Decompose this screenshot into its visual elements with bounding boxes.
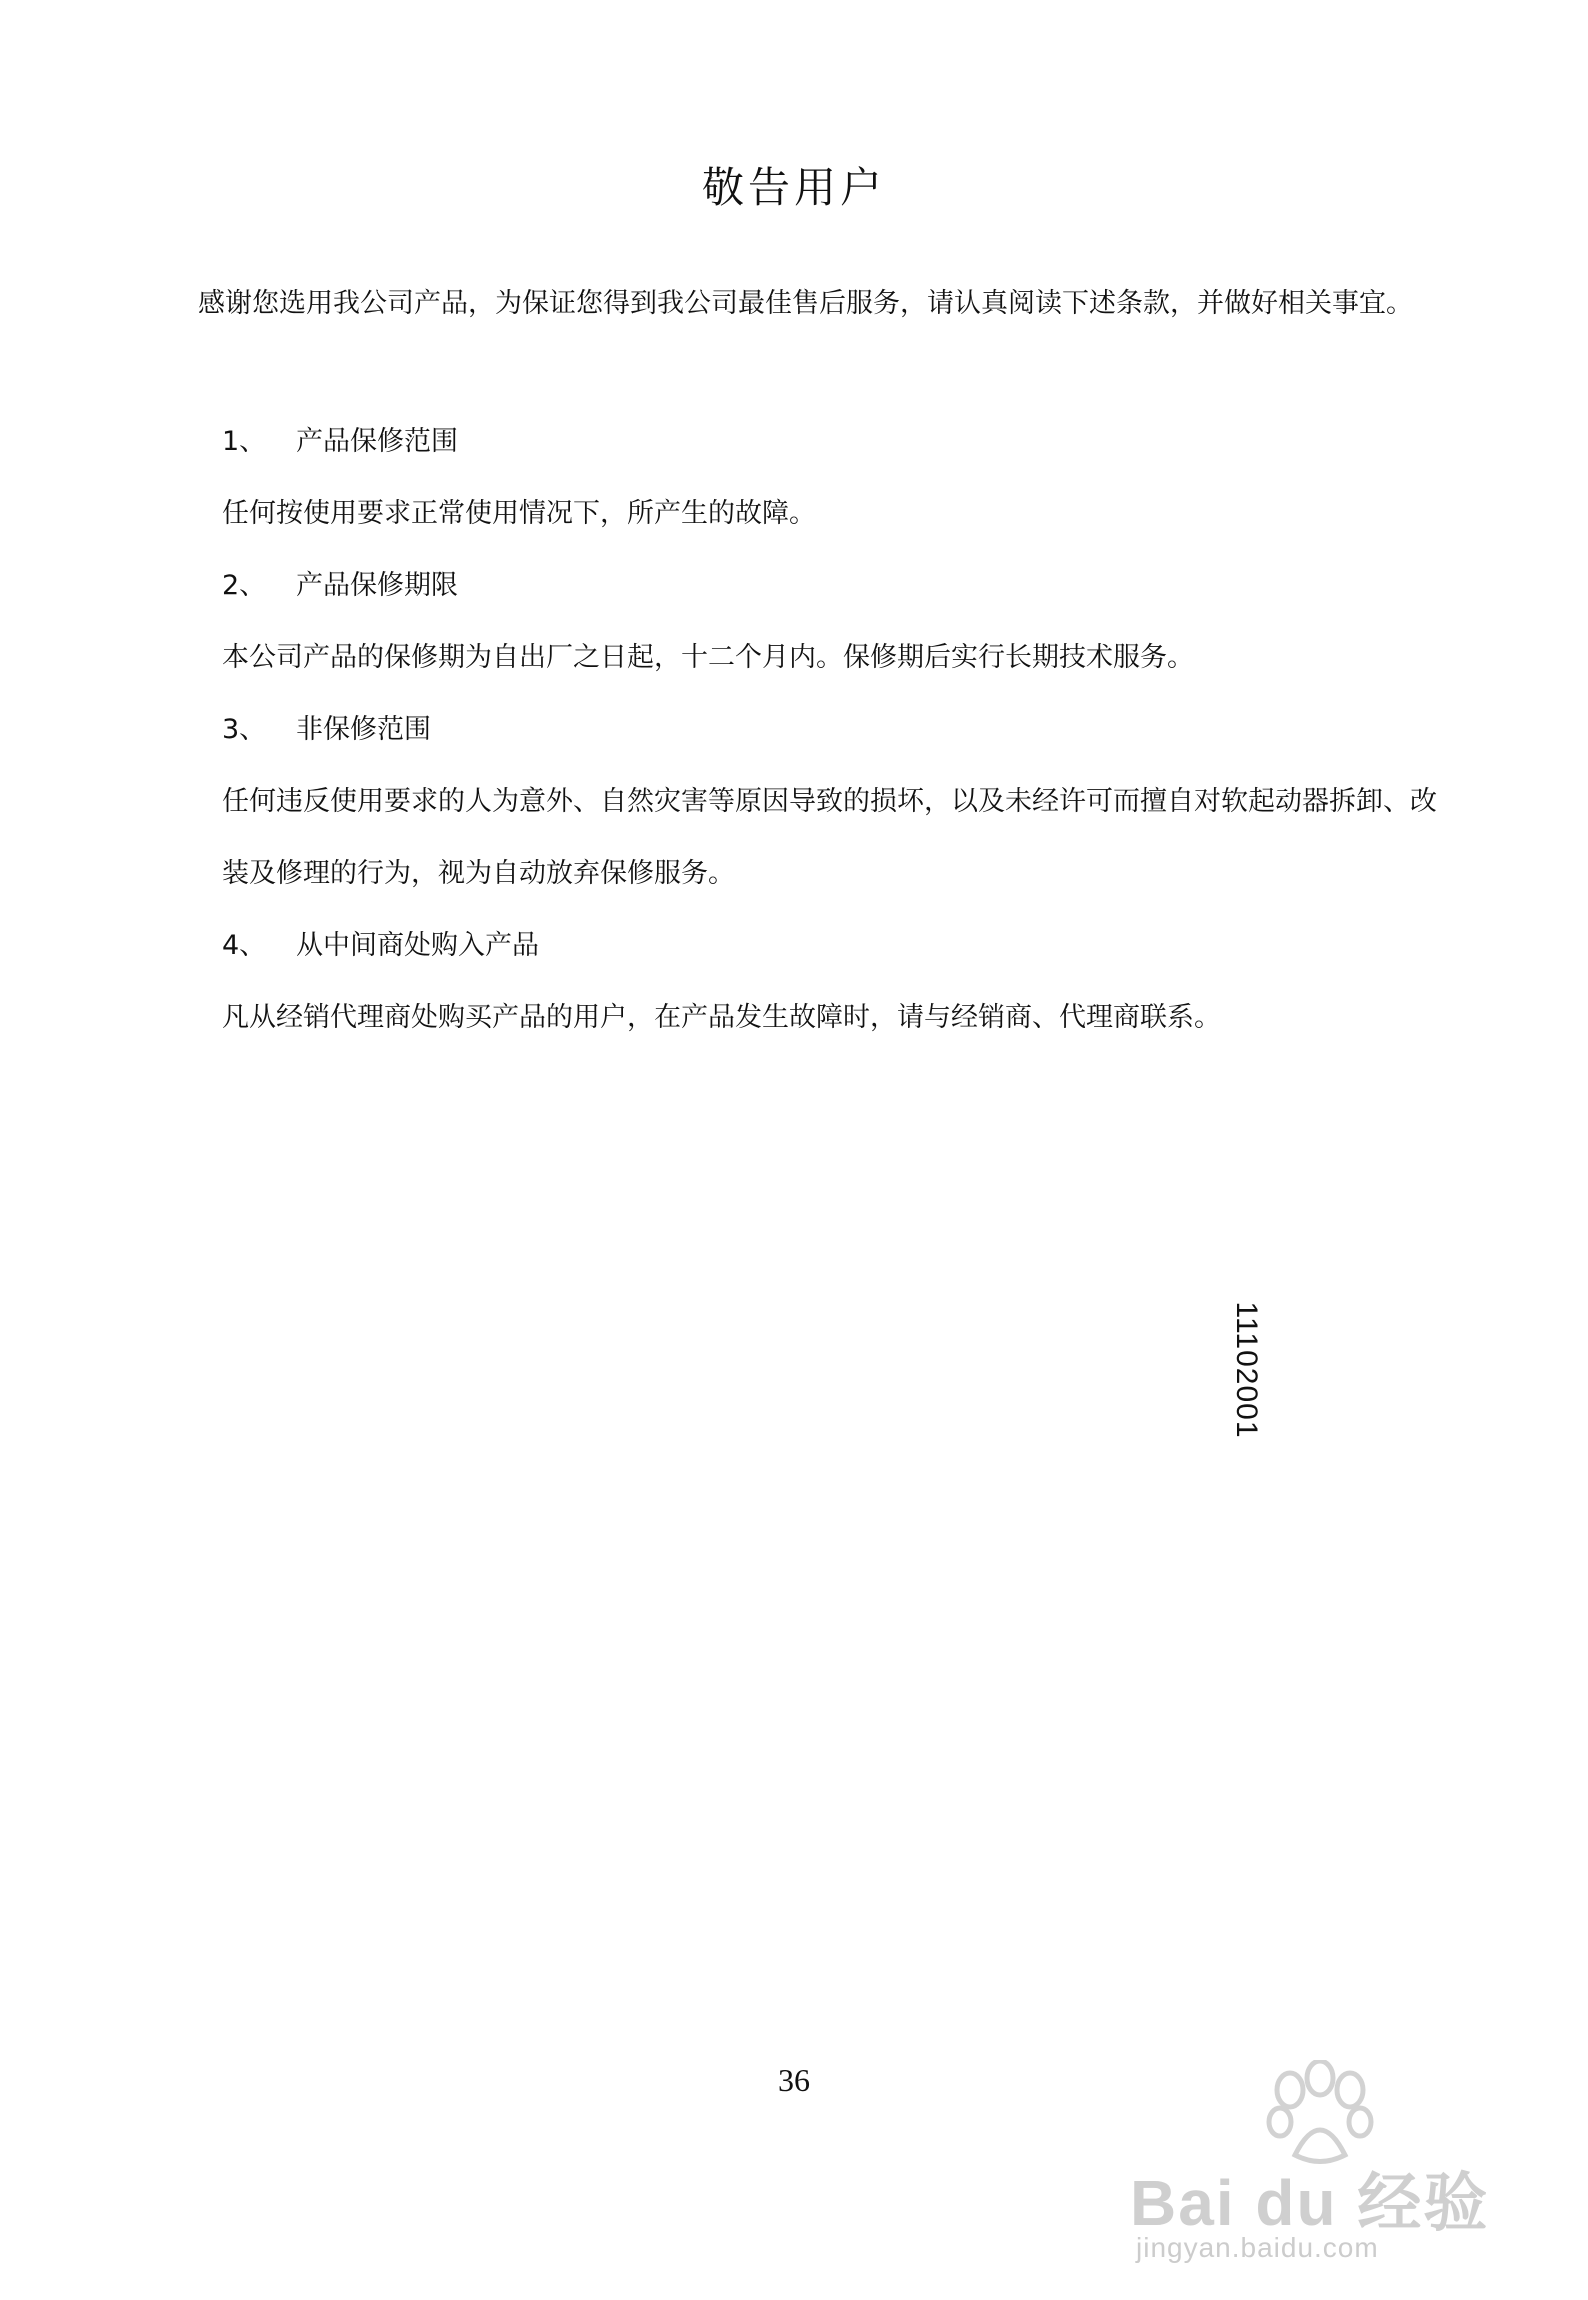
section-number: 2、 [222,570,267,601]
intro-paragraph: 感谢您选用我公司产品，为保证您得到我公司最佳售后服务，请认真阅读下述条款，并做好相关事宜。 [198,288,1413,319]
section-number: 1、 [222,426,267,457]
document-code [1226,1290,1266,1450]
section-body: 本公司产品的保修期为自出厂之日起，十二个月内。保修期后实行长期技术服务。 [222,642,1194,673]
watermark-url: jingyan.baidu.com [1136,2232,1379,2263]
section-heading-text: 从中间商处购入产品 [296,930,539,961]
section-body: 凡从经销代理商处购买产品的用户，在产品发生故障时，请与经销商、代理商联系。 [222,1002,1221,1033]
document-code-text: 11102001 [1230,1301,1263,1439]
section-2 [222,550,1462,694]
document-title: 敬告用户 [701,163,886,212]
section-heading [222,550,1462,622]
section-heading [222,910,1462,982]
section-body: 任何按使用要求正常使用情况下，所产生的故障。 [222,498,816,529]
section-body: 任何违反使用要求的人为意外、自然灾害等原因导致的损坏，以及未经许可而擅自对软起动器拆卸、改装及修理的行为，视为自动放弃保修服务。 [222,786,1437,889]
section-3 [222,694,1462,910]
section-heading-text: 非保修范围 [296,714,431,745]
section-1 [222,406,1462,550]
section-number: 4、 [222,930,267,961]
section-heading [222,694,1462,766]
section-heading [222,406,1462,478]
section-heading-text: 产品保修范围 [296,426,458,457]
page-number: 36 [778,2062,810,2098]
section-heading-text: 产品保修期限 [296,570,458,601]
section-4 [222,910,1462,1054]
section-number: 3、 [222,714,267,745]
watermark-logo-text: Bai du 经验 [1130,2167,1490,2239]
baidu-jingyan-watermark [1120,2060,1520,2270]
